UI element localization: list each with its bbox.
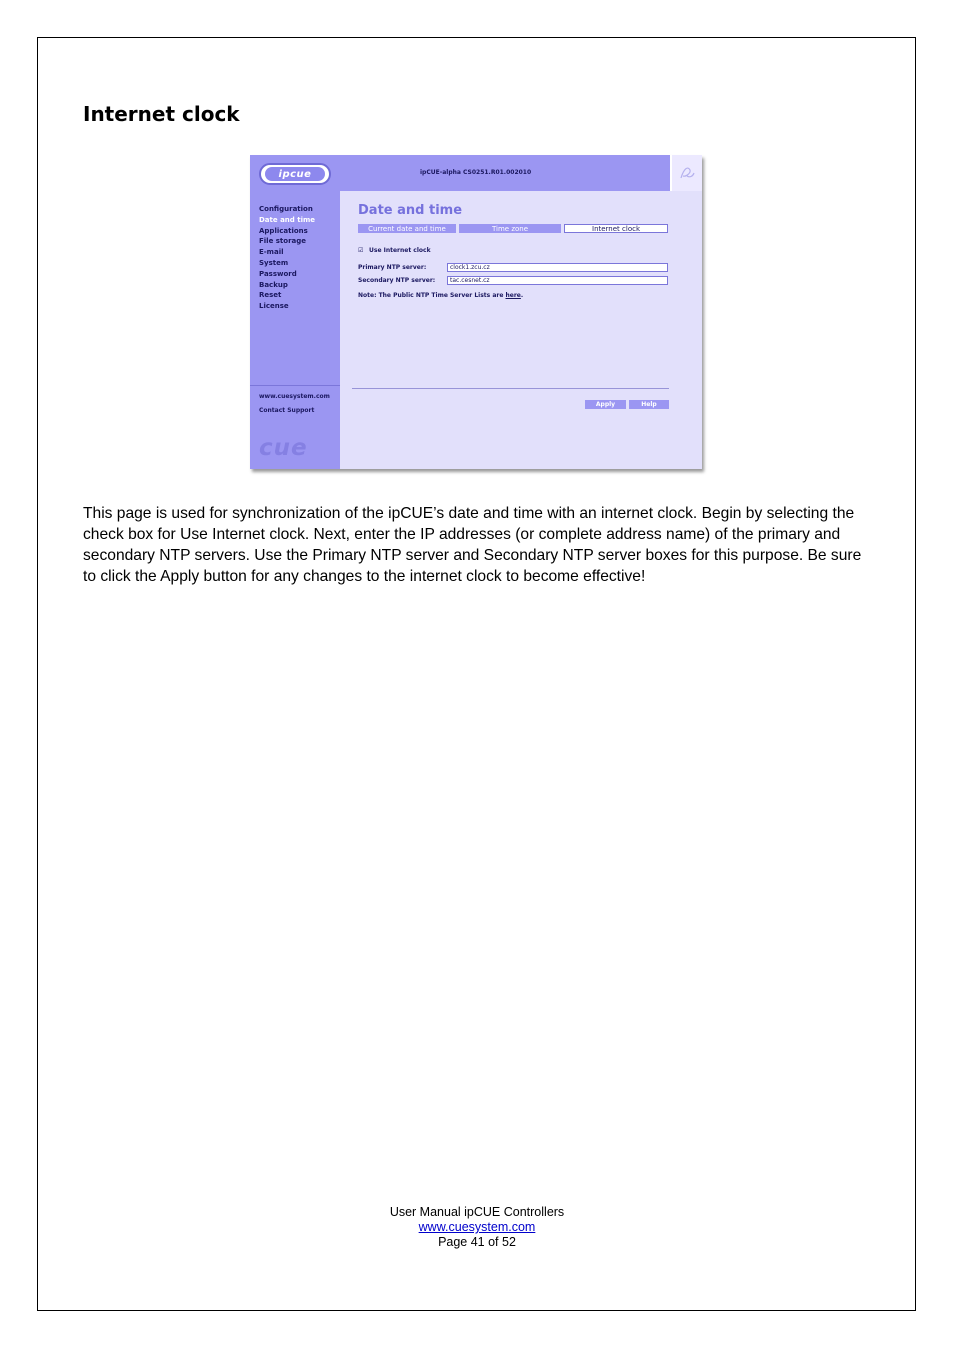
footer-page-number: Page 41 of 52 xyxy=(438,1235,516,1249)
tab-time-zone[interactable]: Time zone xyxy=(459,224,561,233)
sidebar-item-system[interactable]: System xyxy=(259,258,289,267)
contact-support-link[interactable]: Contact Support xyxy=(259,407,315,414)
device-title: ipCUE-alpha CS0251.R01.002010 xyxy=(420,169,532,176)
ntp-note-link[interactable]: here xyxy=(505,292,521,299)
sidebar-item-backup[interactable]: Backup xyxy=(259,280,288,289)
content-divider xyxy=(352,388,669,389)
sidebar-item-applications[interactable]: Applications xyxy=(259,226,308,235)
body-paragraph: This page is used for synchronization of the ipCUE’s date and time with an internet clock. Begin by selecting the check box for Use Internet clock. Next, enter the IP addresses (or complete address name) of the primary and secondary NTP servers. Use the Primary NTP server and Secondary NTP server boxes for this purpose. Be sure to click the Apply button for any changes to the internet clock to become effective! xyxy=(83,505,862,585)
ntp-note-text: Note: The Public NTP Time Server Lists are xyxy=(358,292,506,299)
sidebar-item-email[interactable]: E-mail xyxy=(259,248,284,257)
section-heading: Internet clock xyxy=(83,102,240,126)
secondary-ntp-input[interactable]: tac.cesnet.cz xyxy=(447,276,668,285)
sidebar-item-date-and-time[interactable]: Date and time xyxy=(259,215,316,224)
header-corner xyxy=(670,155,702,191)
sidebar-divider xyxy=(250,385,340,386)
use-internet-clock-label: Use Internet clock xyxy=(369,247,431,254)
primary-ntp-input[interactable]: clock1.zcu.cz xyxy=(447,263,668,272)
page-title: Date and time xyxy=(358,203,463,218)
help-button[interactable]: Help xyxy=(629,400,669,409)
use-internet-clock-row xyxy=(358,247,431,254)
apply-button[interactable]: Apply xyxy=(585,400,626,409)
screenshot-header xyxy=(340,155,702,191)
ntp-note xyxy=(358,292,523,299)
sidebar-item-file-storage[interactable]: File storage xyxy=(259,237,307,246)
footer-title: User Manual ipCUE Controllers xyxy=(389,1205,565,1219)
use-internet-clock-checkbox[interactable]: ☑ xyxy=(358,247,364,254)
ipcue-web-screenshot xyxy=(250,155,702,469)
tab-internet-clock[interactable]: Internet clock xyxy=(564,224,668,233)
footer-link[interactable]: www.cuesystem.com xyxy=(418,1220,536,1234)
cue-swirl-icon xyxy=(678,164,696,182)
sidebar-item-license[interactable]: License xyxy=(259,302,289,311)
sidebar-item-reset[interactable]: Reset xyxy=(259,291,282,300)
sidebar-item-password[interactable]: Password xyxy=(259,269,297,278)
secondary-ntp-label: Secondary NTP server: xyxy=(358,277,436,284)
screenshot-sidebar xyxy=(250,155,340,469)
sidebar-menu xyxy=(259,204,315,312)
ntp-note-suffix: . xyxy=(520,292,524,299)
cue-logo: cue xyxy=(259,435,308,461)
ipcue-logo xyxy=(259,163,331,185)
sidebar-item-configuration[interactable]: Configuration xyxy=(259,205,313,213)
primary-ntp-label: Primary NTP server: xyxy=(358,264,427,271)
website-link[interactable]: www.cuesystem.com xyxy=(259,393,330,400)
ipcue-logo-text: ipcue xyxy=(265,167,325,181)
tab-current-date-and-time[interactable]: Current date and time xyxy=(358,224,456,233)
page-footer xyxy=(0,1205,954,1250)
